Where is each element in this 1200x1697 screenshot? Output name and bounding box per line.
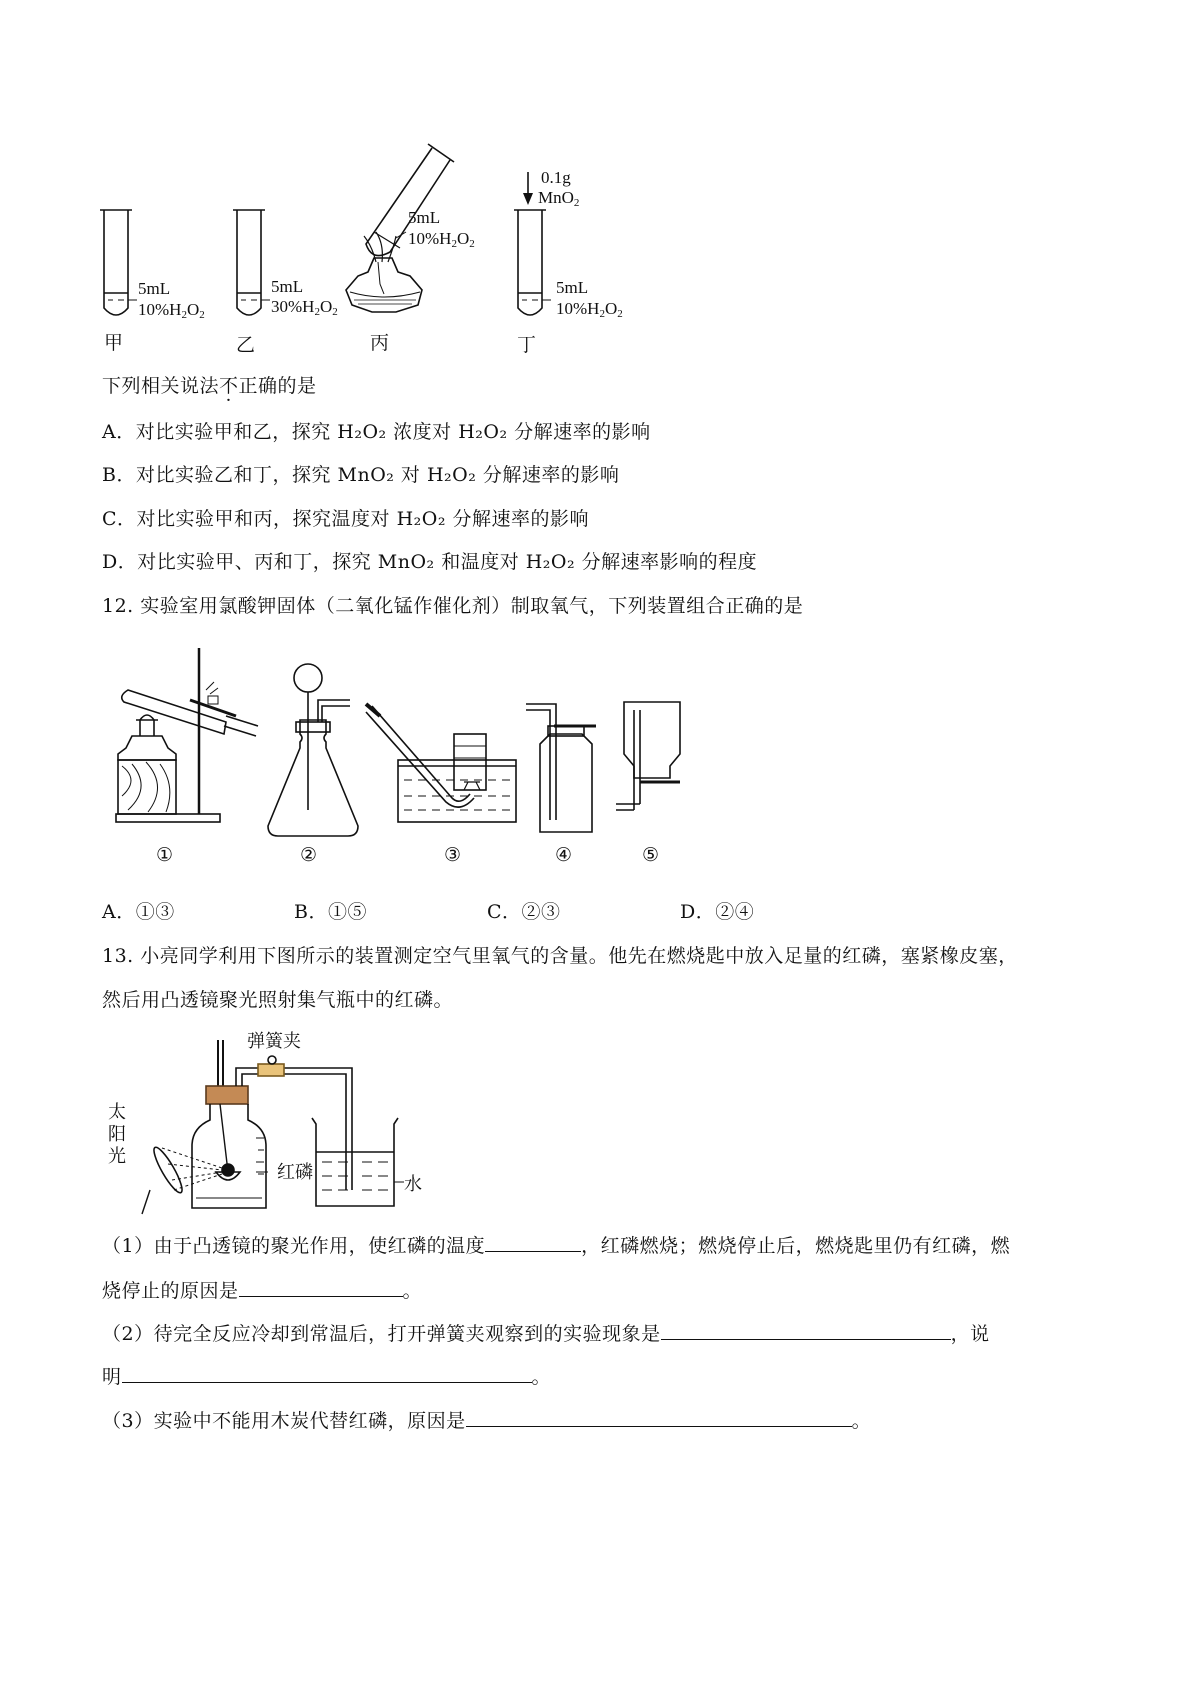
tube-bing-volume: 5mL (408, 208, 441, 227)
tube-jia-concentration: $10\%H_2O_2$ (138, 300, 205, 321)
q12-option-c: C．②③ (487, 901, 561, 923)
apparatus-label-2: ② (300, 844, 318, 866)
tube-yi-volume: 5mL (271, 277, 304, 296)
tube-ding-volume: 5mL (556, 278, 589, 297)
tube-yi-label: 乙 (236, 334, 256, 356)
q12-option-a: A．①③ (102, 901, 175, 923)
apparatus-label-3: ③ (444, 844, 462, 866)
tube-ding-label: 丁 (517, 334, 537, 356)
mno2-label: MnO$_2$ (538, 188, 580, 209)
tube-jia-volume: 5mL (138, 279, 171, 298)
tube-bing-label: 丙 (370, 332, 390, 354)
label-sun-3: 光 (108, 1146, 126, 1166)
label-spring-clip: 弹簧夹 (247, 1031, 301, 1051)
q13-part1-line1: （1）由于凸透镜的聚光作用，使红磷的温度 ，红磷燃烧；燃烧停止后，燃烧匙里仍有红磷，燃 (102, 1235, 1011, 1257)
tube-ding-concentration: $10\%H_2O_2$ (556, 299, 623, 320)
q11-option-c: C．对比实验甲和丙，探究温度对 H₂O₂ 分解速率的影响 (102, 508, 589, 530)
q11-stem: 下列相关说法不正确的是 (102, 375, 317, 397)
figure-oxygen-measurement (0, 1030, 1200, 1230)
answer-blank[interactable] (466, 1408, 852, 1427)
apparatus-label-4: ④ (555, 844, 573, 866)
tube-jia-label: 甲 (104, 332, 124, 354)
q13-stem-line2: 然后用凸透镜聚光照射集气瓶中的红磷。 (102, 989, 454, 1011)
q13-part2-line1: （2）待完全反应冷却到常温后，打开弹簧夹观察到的实验现象是 ，说 (102, 1323, 990, 1345)
label-red-phosphorus: 红磷 (277, 1162, 313, 1182)
mno2-amount: 0.1g (541, 168, 571, 187)
q12-stem: 12. 实验室用氯酸钾固体（二氧化锰作催化剂）制取氧气，下列装置组合正确的是 (102, 595, 804, 617)
label-water: 水 (404, 1174, 422, 1194)
q11-option-d: D．对比实验甲、丙和丁，探究 MnO₂ 和温度对 H₂O₂ 分解速率影响的程度 (102, 551, 758, 573)
q12-option-d: D．②④ (680, 901, 755, 923)
label-sun-1: 太 (108, 1102, 126, 1122)
tube-yi-concentration: $30\%H_2O_2$ (271, 297, 338, 318)
apparatus-label-1: ① (156, 844, 174, 866)
q11-option-a: A．对比实验甲和乙，探究 H₂O₂ 浓度对 H₂O₂ 分解速率的影响 (102, 421, 651, 443)
q13-part1-line2: 烧停止的原因是 。 (102, 1280, 423, 1302)
q13-part3: （3）实验中不能用木炭代替红磷，原因是 。 (102, 1410, 872, 1432)
q13-stem-line1: 13. 小亮同学利用下图所示的装置测定空气里氧气的含量。他先在燃烧匙中放入足量的红磷，塞紧橡皮塞， (102, 945, 1018, 967)
q11-option-b: B．对比实验乙和丁，探究 MnO₂ 对 H₂O₂ 分解速率的影响 (102, 464, 620, 486)
q12-option-b: B．①⑤ (294, 901, 367, 923)
answer-blank[interactable] (122, 1364, 532, 1383)
label-sun-2: 阳 (108, 1124, 126, 1144)
figure-h2o2-tubes (0, 0, 1200, 400)
answer-blank[interactable] (661, 1321, 951, 1340)
q13-part2-line2: 明 。 (102, 1366, 552, 1388)
figure-apparatus (0, 630, 1200, 890)
apparatus-label-5: ⑤ (642, 844, 660, 866)
answer-blank[interactable] (239, 1278, 403, 1297)
answer-blank[interactable] (485, 1233, 581, 1252)
tube-bing-concentration: $10\%H_2O_2$ (408, 229, 475, 250)
